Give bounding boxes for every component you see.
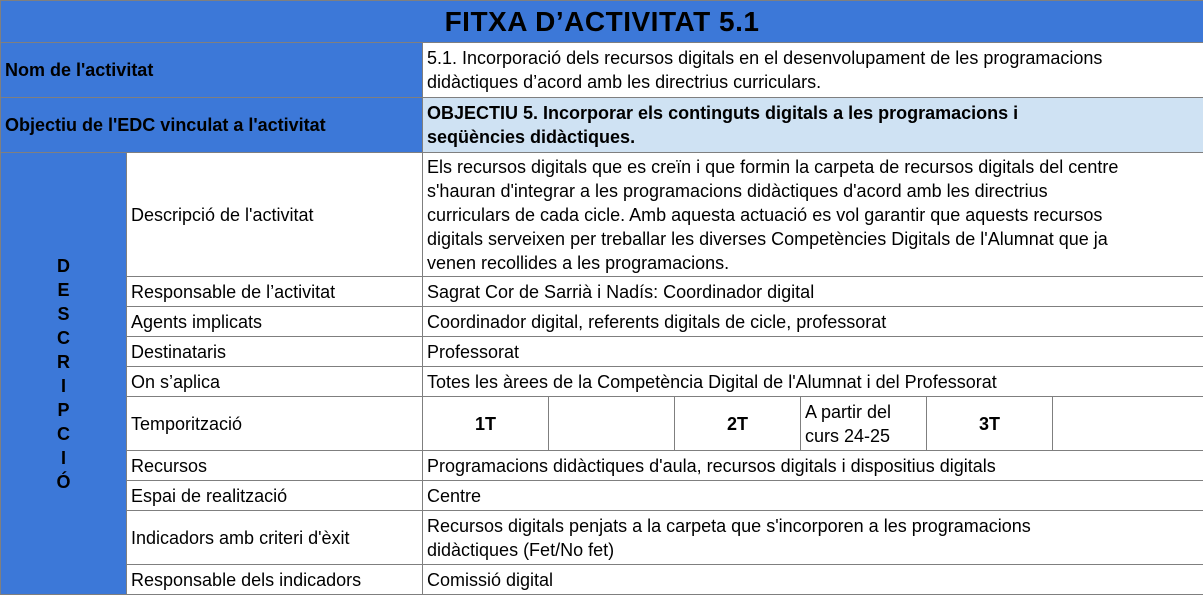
vertical-letter: I: [60, 447, 66, 468]
description-line: digitals serveixen per treballar les diverses Competències Digitals de l'Alumnat que ja: [427, 228, 1108, 249]
responsible-label: Responsable de l’activitat: [127, 277, 423, 307]
vertical-letter: I: [60, 375, 66, 396]
resources-value: Programacions didàctiques d'aula, recursos digitals i dispositius digitals: [423, 451, 1203, 481]
agents-label: Agents implicats: [127, 307, 423, 337]
activity-name-line-1: 5.1. Incorporació dels recursos digitals en el desenvolupament de les programacions: [427, 48, 1103, 68]
vertical-letter: C: [57, 423, 70, 444]
indicators-line-2: didàctiques (Fet/No fet): [427, 539, 615, 560]
timing-t2-value: [801, 397, 927, 451]
recipients-value: Professorat: [423, 337, 1203, 367]
timing-t3-value: [1053, 397, 1203, 451]
timing-t2: 2T: [675, 397, 801, 451]
vertical-letter: S: [57, 303, 70, 324]
venue-label: Espai de realització: [127, 481, 423, 511]
vertical-letter: E: [57, 279, 70, 300]
vertical-letter: Ó: [56, 471, 71, 492]
vertical-letter: D: [57, 255, 70, 276]
objective-line-2: seqüències didàctiques.: [427, 127, 636, 147]
timing-label: Temporització: [127, 397, 423, 451]
venue-value: Centre: [423, 481, 1203, 511]
indicators-line-1: Recursos digitals penjats a la carpeta que s'incorporen a les programacions: [427, 515, 1031, 536]
agents-value: Coordinador digital, referents digitals de cicle, professorat: [423, 307, 1203, 337]
indicators-value: [423, 511, 1203, 565]
descripcio-vertical-label: [1, 153, 127, 595]
sheet-title: FITXA D’ACTIVITAT 5.1: [1, 1, 1203, 43]
timing-t1: 1T: [423, 397, 549, 451]
indicators-label: Indicadors amb criteri d'èxit: [127, 511, 423, 565]
description-line: s'hauran d'integrar a les programacions didàctiques d'acord amb les directrius: [427, 180, 1048, 201]
description-line: Els recursos digitals que es creïn i que formin la carpeta de recursos digitals del centre: [427, 156, 1119, 177]
timing-t2-value-line-2: curs 24-25: [805, 425, 891, 446]
vertical-letter: R: [57, 351, 70, 372]
activity-name-label: Nom de l'activitat: [1, 43, 423, 98]
vertical-letter: P: [57, 399, 70, 420]
indicators-responsible-label: Responsable dels indicadors: [127, 565, 423, 595]
resources-label: Recursos: [127, 451, 423, 481]
objective-value: [423, 98, 1203, 153]
timing-t1-value: [549, 397, 675, 451]
applies-value: Totes les àrees de la Competència Digital de l'Alumnat i del Professorat: [423, 367, 1203, 397]
description-value: [423, 153, 1203, 277]
description-line: curriculars de cada cicle. Amb aquesta actuació es vol garantir que aquests recursos: [427, 204, 1103, 225]
vertical-letter: C: [57, 327, 70, 348]
objective-line-1: OBJECTIU 5. Incorporar els continguts digitals a les programacions i: [427, 103, 1019, 123]
description-line: venen recollides a les programacions.: [427, 252, 730, 273]
timing-t3: 3T: [927, 397, 1053, 451]
timing-t2-value-line-1: A partir del: [805, 401, 892, 422]
objective-label: Objectiu de l'EDC vinculat a l'activitat: [1, 98, 423, 153]
responsible-value: Sagrat Cor de Sarrià i Nadís: Coordinador digital: [423, 277, 1203, 307]
description-label: Descripció de l'activitat: [127, 153, 423, 277]
indicators-responsible-value: Comissió digital: [423, 565, 1203, 595]
activity-name-value: [423, 43, 1203, 98]
applies-label: On s’aplica: [127, 367, 423, 397]
recipients-label: Destinataris: [127, 337, 423, 367]
activity-name-line-2: didàctiques d’acord amb les directrius curriculars.: [427, 72, 822, 92]
